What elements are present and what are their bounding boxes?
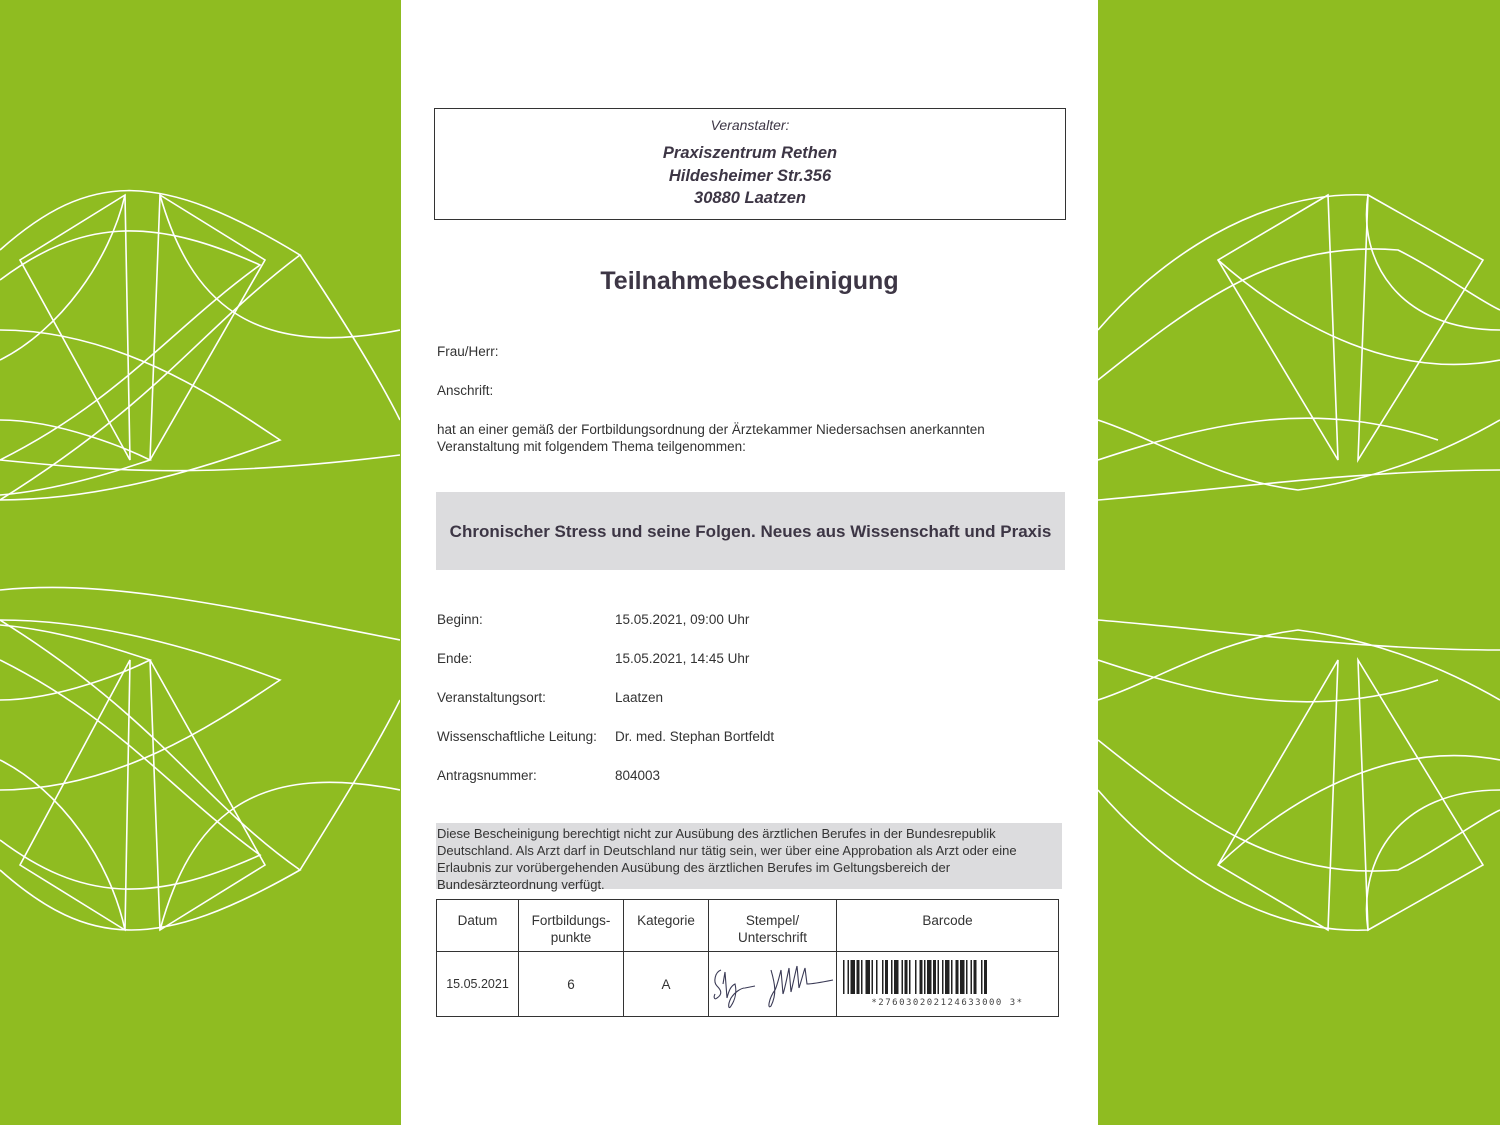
detail-label: Ende: <box>437 651 473 666</box>
organizer-label: Veranstalter: <box>710 117 790 133</box>
organizer-box <box>434 108 1066 220</box>
header-barcode: Barcode <box>837 900 1059 952</box>
barcode-bar <box>924 960 926 994</box>
intro-text: hat an einer gemäß der Fortbildungsordnung der Ärztekammer Niedersachsen anerkannten Veranstaltung mit folgendem Thema teilgenommen: <box>437 422 985 454</box>
header-punkte <box>519 900 624 952</box>
name-label: Frau/Herr: <box>437 344 499 359</box>
credits-table <box>436 899 1059 1017</box>
header-stempel-line1: Stempel/ <box>745 913 800 928</box>
barcode-bar <box>894 960 899 994</box>
organizer-name: Praxiszentrum Rethen <box>662 144 838 162</box>
barcode-bar <box>945 960 950 994</box>
barcode-bar <box>871 960 873 994</box>
barcode-bar <box>937 960 939 994</box>
barcode-bar <box>981 960 983 994</box>
header-kategorie: Kategorie <box>624 900 709 952</box>
table-header-row <box>437 900 1059 952</box>
organizer-city: 30880 Laatzen <box>694 189 806 207</box>
table-row <box>437 952 1059 1017</box>
cell-barcode <box>837 952 1059 1017</box>
detail-label: Antragsnummer: <box>437 768 537 783</box>
barcode-bar <box>843 960 845 994</box>
header-datum: Datum <box>437 900 519 952</box>
organizer-street: Hildesheimer Str.356 <box>668 166 832 185</box>
barcode-bar <box>885 960 888 994</box>
barcode-image <box>841 960 1055 994</box>
topic-box <box>436 492 1065 570</box>
barcode-bar <box>919 960 922 994</box>
detail-value: Laatzen <box>615 690 664 705</box>
barcode-bar <box>856 960 859 994</box>
detail-value: 804003 <box>615 768 661 783</box>
header-stempel-line2: Unterschrift <box>737 930 808 945</box>
barcode-bar <box>891 960 893 994</box>
barcode-bar <box>960 960 965 994</box>
cell-kategorie: A <box>624 952 709 1017</box>
legal-notice: Diese Bescheinigung berechtigt nicht zur Ausübung des ärztlichen Berufes in der Bundesrepublik Deutschland. Als Arzt darf in Deutschland nur tätig sein, wer über eine Approbation als Arzt oder eine Erlaubnis zur vorübergehenden Ausübung des ärztlichen Berufes im Geltungsbereich der Bundesärzteordnung verfügt. <box>436 823 1062 889</box>
barcode-bar <box>865 960 870 994</box>
barcode-bar <box>927 960 932 994</box>
barcode-bar <box>847 960 849 994</box>
barcode-bar <box>970 960 972 994</box>
barcode-bar <box>955 960 958 994</box>
topic-text: Chronischer Stress und seine Folgen. Neues aus Wissenschaft und Praxis <box>449 521 1052 541</box>
cell-punkte: 6 <box>519 952 624 1017</box>
barcode-bar <box>933 960 936 994</box>
barcode-bar <box>901 960 903 994</box>
right-decorative-panel <box>1098 0 1498 1125</box>
barcode-bar <box>909 960 911 994</box>
barcode-number: *276030202124633000 3* <box>871 998 1024 1008</box>
cell-datum: 15.05.2021 <box>437 952 519 1017</box>
address-label: Anschrift: <box>437 383 494 398</box>
header-stempel <box>709 900 837 952</box>
document-title: Teilnahmebescheinigung <box>600 267 899 295</box>
detail-label: Wissenschaftliche Leitung: <box>437 729 597 744</box>
barcode-bar <box>882 960 884 994</box>
barcode-bar <box>850 960 855 994</box>
detail-value: Dr. med. Stephan Bortfeldt <box>615 729 775 744</box>
barcode-bar <box>984 960 987 994</box>
detail-label: Veranstaltungsort: <box>437 690 546 705</box>
detail-value: 15.05.2021, 14:45 Uhr <box>615 651 750 666</box>
left-decorative-panel <box>0 0 400 1125</box>
cell-signature <box>709 952 837 1017</box>
signature-image <box>711 954 835 1012</box>
certificate-document <box>401 0 1098 1125</box>
barcode-bar <box>904 960 907 994</box>
header-punkte-line1: Fortbildungs- <box>531 913 611 928</box>
barcode-bar <box>951 960 953 994</box>
barcode-bar <box>942 960 944 994</box>
barcode-bar <box>876 960 878 994</box>
header-punkte-line2: punkte <box>550 930 592 945</box>
barcode-bar <box>861 960 863 994</box>
detail-value: 15.05.2021, 09:00 Uhr <box>615 612 750 627</box>
detail-label: Beginn: <box>437 612 483 627</box>
ornament-pattern-right <box>1098 0 1500 1125</box>
ornament-pattern-left <box>0 0 400 1125</box>
barcode-bar <box>966 960 968 994</box>
barcode-bar <box>915 960 917 994</box>
barcode-bar <box>973 960 976 994</box>
